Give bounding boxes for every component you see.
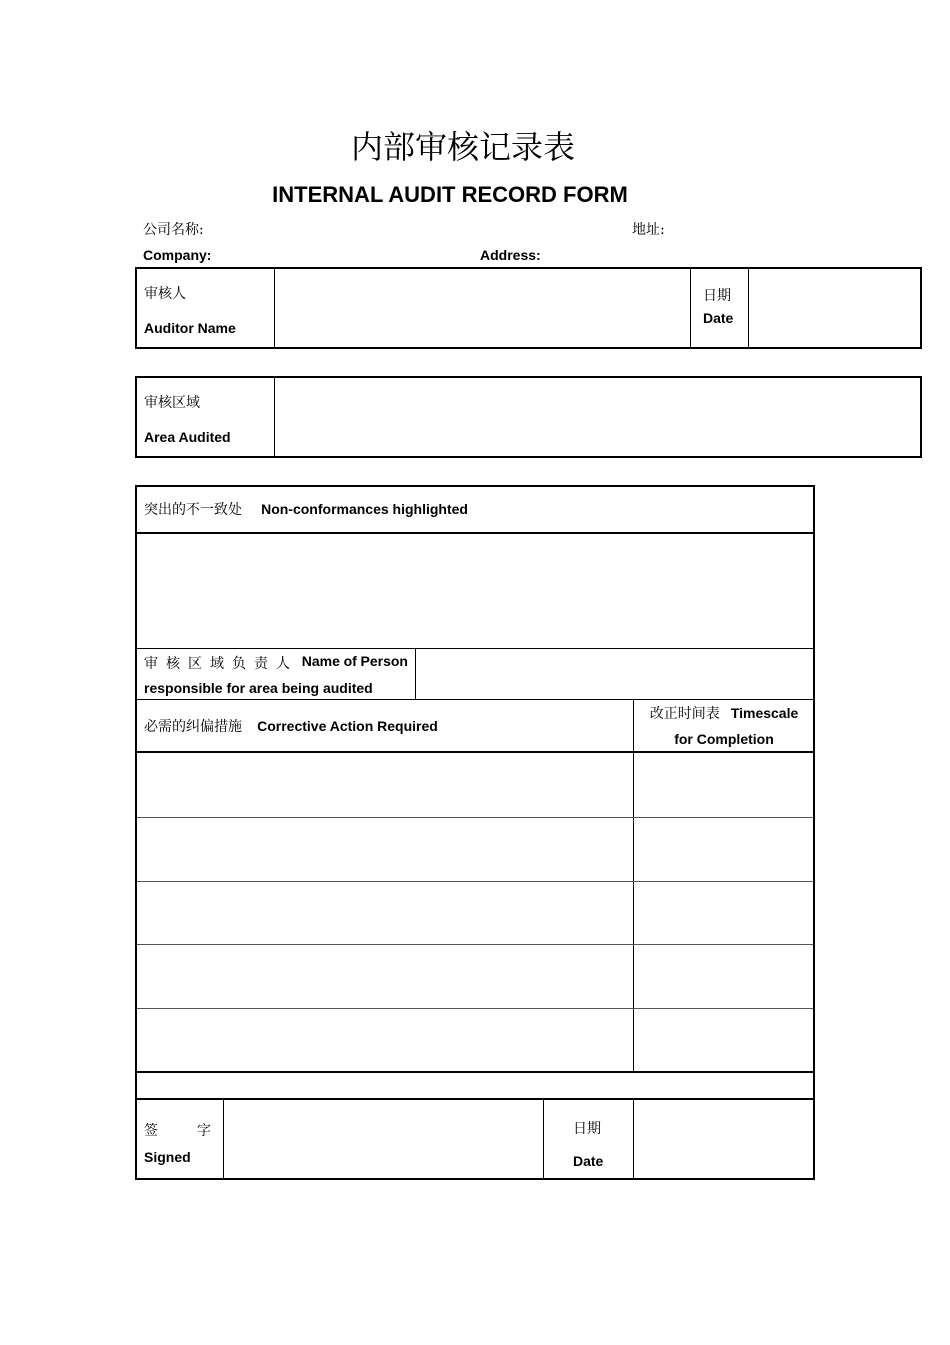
spacer-row bbox=[137, 1073, 813, 1098]
responsible-label-en-3: Person bbox=[360, 653, 408, 669]
area-table bbox=[135, 376, 922, 458]
page-title-en bbox=[0, 182, 900, 208]
corrective-action-row-3[interactable] bbox=[137, 882, 632, 944]
timescale-label-en-2: for Completion bbox=[674, 731, 774, 747]
signed-label-zh-1: 签 bbox=[144, 1123, 158, 1139]
responsible-person-field[interactable] bbox=[417, 649, 813, 699]
corrective-label-en: Corrective Action Required bbox=[257, 718, 438, 734]
company-label-zh: 公司名称: bbox=[143, 222, 204, 238]
main-table bbox=[135, 485, 815, 1180]
corrective-header bbox=[144, 716, 438, 736]
auditor-date-label-en: Date bbox=[703, 310, 734, 326]
nonconformance-label-en: Non-conformances highlighted bbox=[261, 501, 468, 517]
responsible-label-line1 bbox=[144, 653, 408, 673]
responsible-label-en-1: Name bbox=[301, 653, 340, 669]
address-label-en: Address: bbox=[480, 247, 541, 263]
timescale-row-2[interactable] bbox=[635, 818, 813, 880]
auditor-label-zh: 审核人 bbox=[144, 286, 186, 302]
title-en-text: INTERNAL AUDIT RECORD FORM bbox=[272, 182, 628, 207]
timescale-label-zh: 改正时间表 bbox=[649, 706, 720, 722]
title-zh-text: 内部审核记录表 bbox=[350, 128, 575, 166]
auditor-date-label-zh: 日期 bbox=[703, 288, 731, 304]
timescale-row-1[interactable] bbox=[635, 753, 813, 816]
timescale-label-en-1: Timescale bbox=[730, 705, 799, 721]
corrective-label-zh: 必需的纠偏措施 bbox=[144, 719, 242, 735]
corrective-action-row-4[interactable] bbox=[137, 945, 632, 1007]
signed-label-zh-2: 字 bbox=[197, 1123, 211, 1139]
signed-date-label-en: Date bbox=[573, 1153, 604, 1169]
auditor-table bbox=[135, 267, 922, 349]
auditor-name-field[interactable] bbox=[276, 269, 689, 347]
area-label-zh: 审核区域 bbox=[144, 395, 200, 411]
signed-label-zh bbox=[144, 1120, 211, 1140]
auditor-date-field[interactable] bbox=[750, 269, 920, 347]
nonconformance-header bbox=[144, 499, 468, 519]
nonconformance-field[interactable] bbox=[137, 534, 813, 648]
signed-label-en: Signed bbox=[144, 1149, 191, 1165]
corrective-action-row-1[interactable] bbox=[137, 753, 632, 816]
signed-date-field[interactable] bbox=[635, 1100, 813, 1178]
timescale-row-4[interactable] bbox=[635, 945, 813, 1007]
address-label-zh: 地址: bbox=[632, 222, 665, 238]
timescale-header bbox=[635, 703, 813, 747]
signed-date-label-zh: 日期 bbox=[573, 1121, 601, 1137]
signature-field[interactable] bbox=[225, 1100, 542, 1178]
timescale-row-3[interactable] bbox=[635, 882, 813, 944]
auditor-label-en: Auditor Name bbox=[144, 320, 236, 336]
responsible-label-zh: 审核区域负责人 bbox=[144, 656, 298, 672]
responsible-label-line2: responsible for area being audited bbox=[144, 680, 373, 696]
area-audited-field[interactable] bbox=[276, 378, 920, 456]
timescale-row-5[interactable] bbox=[635, 1009, 813, 1071]
corrective-action-row-5[interactable] bbox=[137, 1009, 632, 1071]
nonconformance-label-zh: 突出的不一致处 bbox=[144, 502, 242, 518]
company-label-en: Company: bbox=[143, 247, 212, 263]
responsible-label-en-2: of bbox=[343, 653, 357, 669]
corrective-action-row-2[interactable] bbox=[137, 818, 632, 880]
page-title-zh bbox=[0, 122, 926, 168]
area-label-en: Area Audited bbox=[144, 429, 231, 445]
